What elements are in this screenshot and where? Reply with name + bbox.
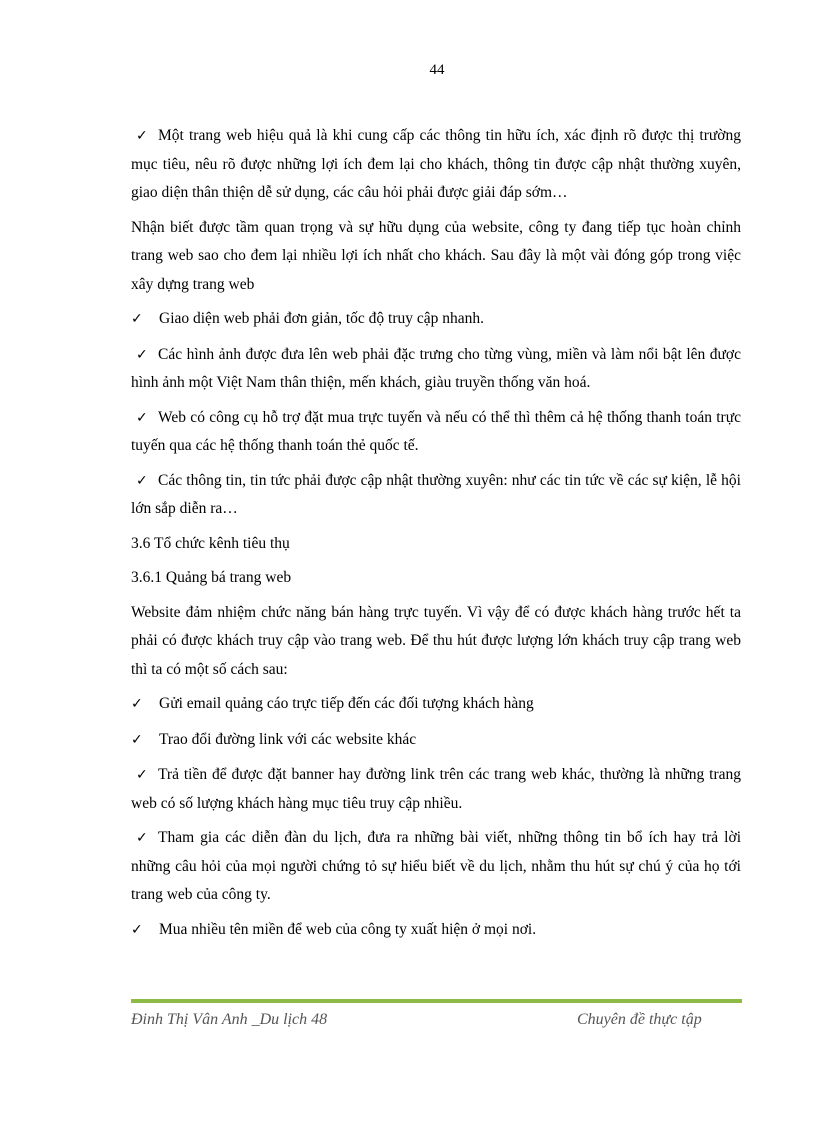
paragraph-text: Các thông tin, tin tức phải được cập nhật thường xuyên: như các tin tức về các sự kiện, lễ hội lớn sắp diễn ra… bbox=[131, 471, 741, 517]
paragraph-text: Một trang web hiệu quả là khi cung cấp các thông tin hữu ích, xác định rõ được thị trường mục tiêu, nêu rõ được những lợi ích đem lại cho khách, thông tin được cập nhật thường xuyên, giao diện thân thiện dễ sử dụng, các câu hỏi phải được giải đáp sớm… bbox=[131, 127, 741, 201]
page-number: 44 bbox=[429, 62, 445, 78]
paragraph-text: Mua nhiều tên miền để web của công ty xuất hiện ở mọi nơi. bbox=[159, 920, 537, 938]
paragraph bbox=[131, 824, 741, 910]
paragraph bbox=[131, 599, 741, 685]
paragraph-text: Trao đổi đường link với các website khác bbox=[159, 730, 417, 748]
checkmark-icon: ✓ bbox=[136, 767, 148, 783]
checkmark-icon: ✓ bbox=[131, 696, 143, 712]
paragraph bbox=[131, 761, 741, 818]
footer-author: Đinh Thị Vân Anh _Du lịch 48 bbox=[131, 1011, 328, 1028]
section-heading: 3.6 Tổ chức kênh tiêu thụ bbox=[131, 534, 290, 552]
paragraph-text: Tham gia các diễn đàn du lịch, đưa ra những bài viết, những thông tin bổ ích hay trả lời những câu hỏi của mọi người chứng tỏ sự hiểu biết về du lịch, nhằm thu hút sự chú ý của họ tới trang web của công ty. bbox=[131, 829, 741, 903]
footer-title: Chuyên đề thực tập bbox=[577, 1011, 702, 1028]
checkmark-icon: ✓ bbox=[131, 921, 143, 938]
paragraph bbox=[131, 467, 741, 524]
paragraph bbox=[131, 214, 741, 300]
checkmark-icon: ✓ bbox=[136, 128, 148, 144]
paragraph bbox=[131, 916, 741, 945]
checkmark-icon: ✓ bbox=[136, 472, 148, 489]
subsection-heading: 3.6.1 Quảng bá trang web bbox=[131, 569, 292, 586]
paragraph-text: Các hình ảnh được đưa lên web phải đặc trưng cho từng vùng, miền và làm nổi bật lên được hình ảnh một Việt Nam thân thiện, mến khách, giàu truyền thống văn hoá. bbox=[131, 345, 741, 391]
paragraph bbox=[131, 726, 741, 755]
checkmark-icon: ✓ bbox=[136, 346, 148, 363]
footer-rule bbox=[131, 999, 742, 1003]
checkmark-icon: ✓ bbox=[136, 409, 148, 426]
checkmark-icon: ✓ bbox=[136, 830, 148, 846]
paragraph-text: Giao diện web phải đơn giản, tốc độ truy cập nhanh. bbox=[159, 310, 485, 327]
paragraph-text: Gửi email quảng cáo trực tiếp đến các đối tượng khách hàng bbox=[159, 695, 534, 712]
paragraph bbox=[131, 341, 741, 398]
checkmark-icon: ✓ bbox=[131, 731, 143, 748]
paragraph bbox=[131, 404, 741, 461]
paragraph-text: Web có công cụ hỗ trợ đặt mua trực tuyến và nếu có thể thì thêm cả hệ thống thanh toán trực tuyến qua các hệ thống thanh toán thẻ quốc tế. bbox=[131, 408, 741, 454]
paragraph-text: Nhận biết được tầm quan trọng và sự hữu dụng của website, công ty đang tiếp tục hoàn chỉnh trang web sao cho đem lại nhiều lợi ích nhất cho khách. Sau đây là một vài đóng góp trong việc xây dựng trang web bbox=[131, 218, 741, 293]
paragraph-text: Website đảm nhiệm chức năng bán hàng trực tuyến. Vì vậy để có được khách hàng trước hết ta phải có được khách truy cập vào trang web. Để thu hút được lượng lớn khách truy cập trang web thì ta có một số cách sau: bbox=[131, 603, 741, 678]
checkmark-icon: ✓ bbox=[131, 311, 143, 327]
paragraph bbox=[131, 122, 741, 208]
document-body bbox=[131, 122, 741, 951]
paragraph-text: Trả tiền để được đặt banner hay đường link trên các trang web khác, thường là những trang web có số lượng khách hàng mục tiêu truy cập nhiều. bbox=[131, 766, 741, 812]
paragraph bbox=[131, 305, 741, 334]
paragraph bbox=[131, 690, 741, 719]
